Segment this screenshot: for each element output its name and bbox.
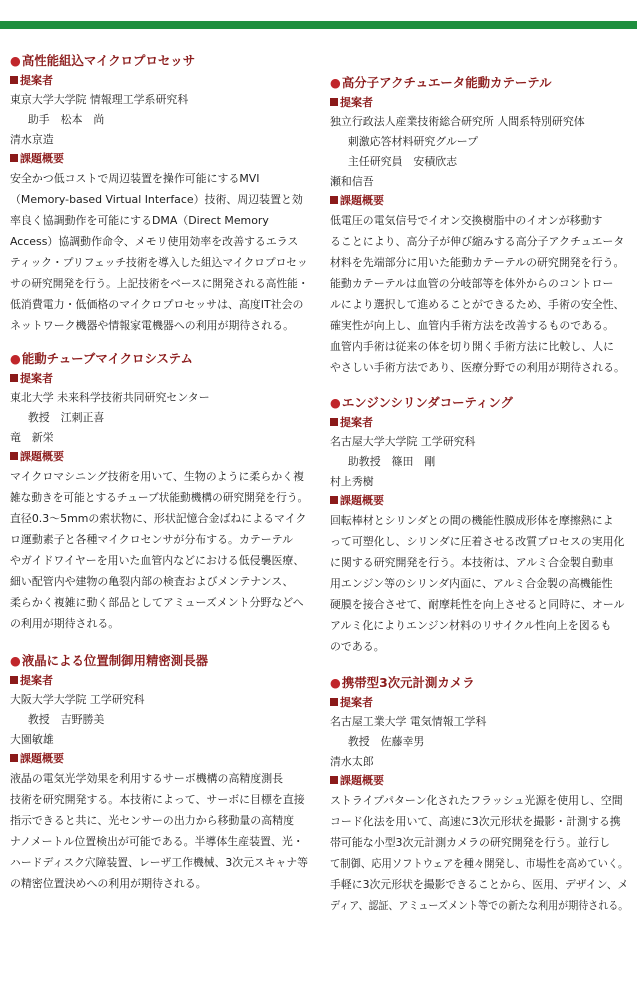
summary-line: サの研究開発を行う。上記技術をベースに開発される高性能・: [10, 277, 309, 290]
summary-line: 材料を先端部分に用いた能動カテーテルの研究開発を行う。: [330, 256, 625, 269]
summary-line: 用エンジン等のシリンダ内面に、アルミ合金製の高機能性: [330, 577, 613, 590]
green-accent-bar: [0, 21, 637, 29]
summary-label: [10, 750, 310, 768]
summary-line: 直径0.3～5mmの索状物に、形状記憶合金ばねによるマイク: [10, 512, 307, 525]
proposer-lead: 教授 吉野勝美: [27, 713, 105, 726]
summary-line: ハードディスク穴障装置、レーザ工作機械、3次元スキャナ等: [10, 856, 308, 869]
bullet-icon: ●: [10, 653, 21, 668]
project-section: [330, 394, 630, 657]
section-title-text: 高性能組込マイクロプロセッサ: [21, 53, 196, 68]
proposer-affiliation: 東北大学 未来科学技術共同研究センター: [10, 391, 210, 404]
proposer-member: 大園敏雄: [10, 733, 54, 746]
square-bullet-icon: [10, 76, 18, 84]
summary-line: ネットワーク機器や情報家電機器への利用が期待される。: [10, 319, 294, 332]
summary-line: のである。: [330, 640, 385, 653]
section-title: [330, 394, 628, 412]
proposer-member: 瀬和信吾: [330, 175, 374, 188]
summary-line: 雑な動きを可能とするチューブ状能動機構の研究開発を行う。: [10, 491, 309, 504]
proposer-label-text: 提案者: [20, 674, 53, 687]
summary-line: ストライプパターン化されたフラッシュ光源を使用し、空間: [330, 794, 623, 807]
section-title: [330, 674, 628, 692]
summary-text: [10, 466, 310, 634]
top-banner: [0, 0, 637, 30]
summary-text: [10, 768, 310, 894]
bullet-icon: ●: [330, 395, 341, 410]
proposer-label-text: 提案者: [20, 372, 53, 385]
proposer-label-text: 提案者: [20, 74, 53, 87]
summary-line: 率良く協調動作を可能にするDMA（Direct Memory: [10, 214, 269, 227]
square-bullet-icon: [10, 754, 18, 762]
summary-line: 能動カテーテルは血管の分岐部等を体外からのコントロー: [330, 277, 614, 290]
summary-text: [330, 790, 630, 916]
section-title-text: 液晶による位置制御用精密測長器: [21, 653, 209, 668]
summary-label-text: 課題概要: [20, 752, 64, 765]
summary-line: Access）協調動作命令、メモリ使用効率を改善するエラス: [10, 235, 299, 248]
summary-line: 帯可能な小型3次元計測カメラの研究開発を行う。並行し: [330, 836, 611, 849]
proposer-group: 刺激応答材料研究グループ: [347, 135, 479, 148]
project-section: [330, 674, 630, 916]
summary-line: マイクロマシニング技術を用いて、生物のように柔らかく複: [10, 470, 305, 483]
section-title-text: 高分子アクチュエータ能動カテーテル: [341, 75, 552, 90]
summary-line: 指示できると共に、光センサーの出力から移動量の高精度: [10, 814, 294, 827]
summary-line: に関する研究開発を行う。本技術は、アルミ合金製自動車: [330, 556, 614, 569]
proposer-label: [10, 370, 310, 388]
proposer-member: 村上秀樹: [330, 475, 374, 488]
section-title-text: 能動チューブマイクロシステム: [21, 351, 193, 366]
summary-line: （Memory-based Virtual Interface）技術、周辺装置と効: [10, 193, 303, 206]
square-bullet-icon: [330, 776, 338, 784]
bullet-icon: ●: [10, 351, 21, 366]
proposer-member: 清水太郎: [330, 755, 374, 768]
proposer-lead: 教授 佐藤幸男: [347, 735, 425, 748]
proposer-label: [10, 72, 310, 90]
summary-line: ティック・プリフェッチ技術を導入した組込マイクロプロセッ: [10, 256, 308, 269]
summary-line: やガイドワイヤーを用いた血管内などにおける低侵襲医療、: [10, 554, 305, 567]
section-title: [10, 52, 308, 70]
summary-label-text: 課題概要: [20, 450, 64, 463]
summary-text: [330, 210, 630, 378]
summary-line: アルミ化によりエンジン材料のリサイクル性向上を図るも: [330, 619, 612, 632]
square-bullet-icon: [10, 154, 18, 162]
proposer-affiliation: 名古屋大学大学院 工学研究科: [330, 435, 476, 448]
summary-line: 手軽に3次元形状を撮影できることから、医用、デザイン、メ: [330, 878, 629, 891]
summary-line: ロ運動素子と各種マイクロセンサが分布する。カテーテル: [10, 533, 294, 546]
summary-line: 血管内手術は従来の体を切り開く手術方法に比較し、人に: [330, 340, 614, 353]
summary-label-text: 課題概要: [340, 494, 384, 507]
proposer-label-text: 提案者: [340, 416, 373, 429]
summary-line: やさしい手術方法であり、医療分野での利用が期待される。: [330, 361, 625, 374]
summary-label: [10, 150, 310, 168]
square-bullet-icon: [330, 496, 338, 504]
proposer-affiliation: 名古屋工業大学 電気情報工学科: [330, 715, 487, 728]
proposer-member: 竜 新栄: [10, 431, 54, 444]
summary-label: [330, 192, 630, 210]
summary-line: 硬膜を接合させて、耐摩耗性を向上させると同時に、オール: [330, 598, 625, 611]
summary-line: 低電圧の電気信号でイオン交換樹脂中のイオンが移動す: [330, 214, 603, 227]
proposer-label-text: 提案者: [340, 696, 373, 709]
summary-label-text: 課題概要: [340, 194, 384, 207]
square-bullet-icon: [330, 418, 338, 426]
summary-line: 回転棒材とシリンダとの間の機能性膜成形体を摩擦熱によ: [330, 514, 614, 527]
summary-line: の精密位置決めへの利用が期待される。: [10, 877, 207, 890]
summary-label: [10, 448, 310, 466]
section-title: [10, 350, 308, 368]
section-title: [10, 652, 308, 670]
summary-line: 技術を研究開発する。本技術によって、サーボに目標を直接: [10, 793, 305, 806]
summary-line: コード化法を用いて、高速に3次元形状を撮影・計測する携: [330, 815, 621, 828]
summary-line: 安全かつ低コストで周辺装置を操作可能にするMVI: [10, 172, 260, 185]
square-bullet-icon: [330, 98, 338, 106]
bullet-icon: ●: [330, 75, 341, 90]
square-bullet-icon: [330, 698, 338, 706]
summary-label: [330, 772, 630, 790]
summary-line: 細い配管内や建物の亀裂内部の検査およびメンテナンス、: [10, 575, 294, 588]
summary-label-text: 課題概要: [20, 152, 64, 165]
proposer-label: [10, 672, 310, 690]
section-title-text: エンジンシリンダコーティング: [341, 395, 513, 410]
proposer-lead: 主任研究員 安積欣志: [347, 155, 458, 168]
section-title-text: 携帯型3次元計測カメラ: [341, 675, 475, 690]
proposer-label-text: 提案者: [340, 96, 373, 109]
project-section: [10, 350, 310, 634]
proposer-lead: 助手 松本 尚: [27, 113, 105, 126]
summary-line: ることにより、高分子が伸び縮みする高分子アクチュエータ: [330, 235, 625, 248]
proposer-affiliation: 独立行政法人産業技術総合研究所 人間系特別研究体: [330, 115, 585, 128]
project-section: [330, 74, 630, 378]
summary-line: ディア、認証、アミューズメント等での新たな利用が期待される。: [330, 899, 629, 912]
section-title: [330, 74, 628, 92]
summary-line: 確実性が向上し、血管内手術方法を改善するものである。: [330, 319, 614, 332]
proposer-lead: 教授 江刺正喜: [27, 411, 105, 424]
square-bullet-icon: [330, 196, 338, 204]
square-bullet-icon: [10, 452, 18, 460]
proposer-affiliation: 東京大学大学院 情報理工学系研究科: [10, 93, 189, 106]
summary-line: ナノメートル位置検出が可能である。半導体生産装置、光・: [10, 835, 304, 848]
project-section: [10, 652, 310, 894]
project-section: [10, 52, 310, 336]
square-bullet-icon: [10, 676, 18, 684]
square-bullet-icon: [10, 374, 18, 382]
summary-label: [330, 492, 630, 510]
summary-line: ルにより選択して進めることができるため、手術の安全性、: [330, 298, 625, 311]
summary-line: て制御、応用ソフトウェアを種々開発し、市場性を高めていく。: [330, 857, 629, 870]
proposer-label: [330, 94, 630, 112]
proposer-member: 清水京造: [10, 133, 54, 146]
proposer-label: [330, 414, 630, 432]
summary-text: [10, 168, 310, 336]
proposer-affiliation: 大阪大学大学院 工学研究科: [10, 693, 145, 706]
bullet-icon: ●: [330, 675, 341, 690]
proposer-label: [330, 694, 630, 712]
proposer-lead: 助教授 篠田 剛: [347, 455, 436, 468]
summary-text: [330, 510, 630, 657]
summary-line: 液晶の電気光学効果を利用するサーボ機構の高精度測長: [10, 772, 284, 785]
bullet-icon: ●: [10, 53, 21, 68]
summary-line: 柔らかく複雑に動く部品としてアミューズメント分野などへ: [10, 596, 304, 609]
summary-line: の利用が期待される。: [10, 617, 120, 630]
summary-line: 低消費電力・低価格のマイクロプロセッサは、高度IT社会の: [10, 298, 304, 311]
summary-line: って可塑化し、シリンダに圧着させる改質プロセスの実用化: [330, 535, 625, 548]
summary-label-text: 課題概要: [340, 774, 384, 787]
